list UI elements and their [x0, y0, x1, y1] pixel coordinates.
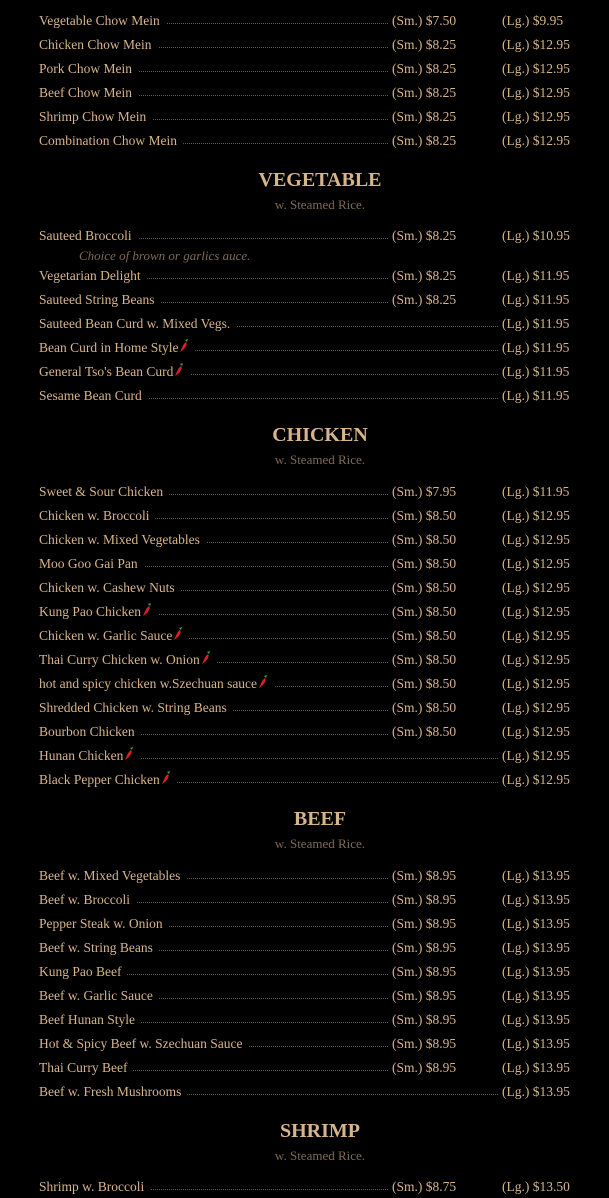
chili-pepper-icon: [161, 771, 171, 785]
large-price: (Lg.) $12.95: [502, 676, 570, 691]
menu-item-name: [39, 1059, 133, 1077]
menu-item-name: [39, 747, 140, 765]
menu-item-name: [39, 939, 159, 957]
large-price: (Lg.) $13.95: [502, 1036, 570, 1051]
small-price: (Sm.) $8.95: [392, 916, 457, 931]
menu-item-name: [39, 12, 166, 30]
menu-item-name: [39, 675, 274, 693]
large-price: (Lg.) $12.95: [502, 724, 570, 739]
section-subtitle: w. Steamed Rice.: [274, 452, 366, 467]
menu-item-name: [39, 483, 169, 501]
large-price: (Lg.) $11.95: [502, 268, 570, 283]
menu-item: [39, 651, 573, 669]
menu-item: [39, 1011, 573, 1029]
large-price: (Lg.) $13.95: [502, 1012, 570, 1027]
menu-item-name-text: Vegetable Chow Mein: [39, 13, 160, 28]
chili-pepper-icon: [174, 363, 184, 377]
large-price: (Lg.) $12.95: [502, 748, 570, 763]
menu-item: [39, 675, 573, 693]
menu-item-name: [39, 891, 136, 909]
menu-item-name-text: Shredded Chicken w. String Beans: [39, 700, 227, 715]
menu-item-name-text: Shrimp w. Broccoli: [39, 1179, 145, 1194]
small-price: (Sm.) $8.95: [392, 1012, 457, 1027]
menu-item-name-text: Kung Pao Beef: [39, 964, 122, 979]
chili-pepper-icon: [201, 651, 211, 665]
menu-item-name-text: Black Pepper Chicken: [39, 772, 160, 787]
small-price: (Sm.) $8.50: [392, 604, 457, 619]
menu-item: [39, 771, 573, 789]
small-price: (Sm.) $8.50: [392, 556, 457, 571]
small-price: (Sm.) $8.50: [392, 508, 457, 523]
section-title-beef: BEEF: [293, 808, 347, 830]
menu-item-name-text: Beef w. Mixed Vegetables: [39, 868, 181, 883]
menu-item-name: [39, 723, 141, 741]
large-price: (Lg.) $13.95: [502, 1060, 570, 1075]
menu-item-name-text: Chicken w. Garlic Sauce: [39, 628, 173, 643]
small-price: (Sm.) $8.75: [392, 1179, 457, 1194]
menu-item-name: [39, 1083, 187, 1101]
menu-item-name-text: Chicken Chow Mein: [39, 37, 152, 52]
chili-pepper-icon: [142, 603, 152, 617]
menu-item: [39, 579, 573, 597]
large-price: (Lg.) $12.95: [502, 532, 570, 547]
menu-item-name: [39, 1178, 150, 1196]
menu-item-name: [39, 987, 159, 1005]
menu-item-name: [39, 1035, 248, 1053]
large-price: (Lg.) $13.95: [502, 988, 570, 1003]
small-price: (Sm.) $8.25: [392, 133, 457, 148]
large-price: (Lg.) $11.95: [502, 316, 570, 331]
menu-item-name: [39, 60, 138, 78]
large-price: (Lg.) $12.95: [502, 580, 570, 595]
large-price: (Lg.) $12.95: [502, 628, 570, 643]
small-price: (Sm.) $8.25: [392, 268, 457, 283]
menu-item-name-text: Pork Chow Mein: [39, 61, 133, 76]
menu-item: [39, 315, 573, 333]
large-price: (Lg.) $10.95: [502, 228, 570, 243]
menu-item-name: [39, 651, 217, 669]
large-price: (Lg.) $12.95: [502, 604, 570, 619]
small-price: (Sm.) $8.95: [392, 940, 457, 955]
menu-item-name-text: Sauteed String Beans: [39, 292, 155, 307]
large-price: (Lg.) $12.95: [502, 37, 570, 52]
menu-item-name-text: Pepper Steak w. Onion: [39, 916, 163, 931]
small-price: (Sm.) $8.95: [392, 892, 457, 907]
menu-item-name: [39, 339, 195, 357]
menu-item-name: [39, 387, 148, 405]
menu-item: [39, 963, 573, 981]
menu-item-name-text: Hot & Spicy Beef w. Szechuan Sauce: [39, 1036, 243, 1051]
menu-item: [39, 267, 573, 285]
large-price: (Lg.) $9.95: [502, 13, 564, 28]
menu-item-name-text: Kung Pao Chicken: [39, 604, 141, 619]
menu-item-name-text: Sweet & Sour Chicken: [39, 484, 164, 499]
small-price: (Sm.) $8.50: [392, 628, 457, 643]
menu-item: [39, 1178, 573, 1196]
menu-item-name-text: Sesame Bean Curd: [39, 388, 142, 403]
menu-item: [39, 387, 573, 405]
menu-item-name-text: Beef w. Broccoli: [39, 892, 130, 907]
large-price: (Lg.) $11.95: [502, 484, 570, 499]
small-price: (Sm.) $8.50: [392, 580, 457, 595]
menu-item-name-text: Sauteed Bean Curd w. Mixed Vegs.: [39, 316, 231, 331]
menu-item-name: [39, 915, 169, 933]
menu-item-name: [39, 315, 236, 333]
menu-item-name: [39, 507, 155, 525]
menu-item-name: [39, 627, 189, 645]
menu-item-name: [39, 363, 190, 381]
section-subtitle: w. Steamed Rice.: [274, 836, 366, 851]
small-price: (Sm.) $7.50: [392, 13, 457, 28]
menu-item: [39, 603, 573, 621]
small-price: (Sm.) $8.25: [392, 228, 457, 243]
menu-item-name-text: Beef Chow Mein: [39, 85, 132, 100]
large-price: (Lg.) $12.95: [502, 133, 570, 148]
menu-item-name-text: Hunan Chicken: [39, 748, 124, 763]
menu-item-name: [39, 227, 138, 245]
large-price: (Lg.) $12.95: [502, 61, 570, 76]
section-subtitle: w. Steamed Rice.: [274, 197, 366, 212]
section-title-chicken: CHICKEN: [272, 424, 368, 446]
chili-pepper-icon: [173, 627, 183, 641]
menu-item: [39, 1083, 573, 1101]
chili-pepper-icon: [258, 675, 268, 689]
small-price: (Sm.) $7.95: [392, 484, 457, 499]
menu-item: [39, 132, 573, 150]
menu-item-name-text: Sauteed Broccoli: [39, 228, 132, 243]
menu-item-name-text: Combination Chow Mein: [39, 133, 177, 148]
menu-item: [39, 507, 573, 525]
menu-item: [39, 531, 573, 549]
large-price: (Lg.) $13.95: [502, 868, 570, 883]
menu-item: [39, 60, 573, 78]
menu-item: [39, 108, 573, 126]
large-price: (Lg.) $11.95: [502, 340, 570, 355]
menu-item-name-text: Chicken w. Broccoli: [39, 508, 150, 523]
small-price: (Sm.) $8.50: [392, 724, 457, 739]
small-price: (Sm.) $8.25: [392, 37, 457, 52]
menu-item: [39, 987, 573, 1005]
menu-item-name: [39, 1011, 141, 1029]
menu-item-name: [39, 555, 144, 573]
small-price: (Sm.) $8.50: [392, 700, 457, 715]
menu-item-name: [39, 531, 206, 549]
menu-item-name-text: Chicken w. Cashew Nuts: [39, 580, 175, 595]
small-price: (Sm.) $8.95: [392, 1060, 457, 1075]
small-price: (Sm.) $8.50: [392, 676, 457, 691]
chili-pepper-icon: [179, 339, 189, 353]
large-price: (Lg.) $12.95: [502, 85, 570, 100]
small-price: (Sm.) $8.25: [392, 61, 457, 76]
menu-item-name-text: Bourbon Chicken: [39, 724, 135, 739]
menu-item: [39, 747, 573, 765]
small-price: (Sm.) $8.95: [392, 1036, 457, 1051]
chili-pepper-icon: [124, 747, 134, 761]
menu-item: [39, 36, 573, 54]
small-price: (Sm.) $8.50: [392, 532, 457, 547]
small-price: (Sm.) $8.95: [392, 868, 457, 883]
menu-item-name: [39, 699, 233, 717]
menu-item-name: [39, 603, 158, 621]
menu-item: [39, 12, 573, 30]
menu-item-name-text: Thai Curry Chicken w. Onion: [39, 652, 200, 667]
menu-item: [39, 867, 573, 885]
small-price: (Sm.) $8.25: [392, 292, 457, 307]
menu-item: [39, 939, 573, 957]
small-price: (Sm.) $8.95: [392, 988, 457, 1003]
large-price: (Lg.) $12.95: [502, 109, 570, 124]
menu-item: [39, 915, 573, 933]
small-price: (Sm.) $8.50: [392, 652, 457, 667]
menu-item-name-text: Moo Goo Gai Pan: [39, 556, 138, 571]
menu-item: [39, 363, 573, 381]
menu-item: [39, 555, 573, 573]
menu-item-name-text: Beef Hunan Style: [39, 1012, 135, 1027]
menu-item-name-text: Chicken w. Mixed Vegetables: [39, 532, 200, 547]
menu-item-name-text: General Tso's Bean Curd: [39, 364, 174, 379]
menu-item: [39, 1059, 573, 1077]
large-price: (Lg.) $11.95: [502, 292, 570, 307]
small-price: (Sm.) $8.95: [392, 964, 457, 979]
menu-item: [39, 699, 573, 717]
section-subtitle: w. Steamed Rice.: [274, 1148, 366, 1163]
menu-item-name: [39, 291, 160, 309]
large-price: (Lg.) $12.95: [502, 508, 570, 523]
large-price: (Lg.) $11.95: [502, 364, 570, 379]
menu-item-name-text: Beef w. Fresh Mushrooms: [39, 1084, 182, 1099]
menu-item: [39, 627, 573, 645]
menu-item: [39, 227, 573, 245]
small-price: (Sm.) $8.25: [392, 109, 457, 124]
menu-item: [39, 891, 573, 909]
menu-item: [39, 339, 573, 357]
menu-item-name: [39, 36, 158, 54]
menu-item: [39, 84, 573, 102]
large-price: (Lg.) $13.95: [502, 892, 570, 907]
section-title-vegetable: VEGETABLE: [258, 169, 382, 191]
menu-item: [39, 291, 573, 309]
menu-item-name-text: hot and spicy chicken w.Szechuan sauce: [39, 676, 258, 691]
menu-item-name: [39, 108, 152, 126]
large-price: (Lg.) $11.95: [502, 388, 570, 403]
menu-item-name-text: Bean Curd in Home Style: [39, 340, 179, 355]
menu-item-name-text: Beef w. String Beans: [39, 940, 153, 955]
large-price: (Lg.) $12.95: [502, 772, 570, 787]
menu-item: [39, 723, 573, 741]
large-price: (Lg.) $12.95: [502, 556, 570, 571]
large-price: (Lg.) $12.95: [502, 652, 570, 667]
large-price: (Lg.) $13.95: [502, 1084, 570, 1099]
large-price: (Lg.) $13.95: [502, 940, 570, 955]
sauce-choice-note: Choice of brown or garlics auce.: [79, 248, 251, 263]
section-title-shrimp: SHRIMP: [280, 1120, 360, 1142]
large-price: (Lg.) $13.50: [502, 1179, 570, 1194]
menu-item: [39, 483, 573, 501]
menu-item-name: [39, 84, 138, 102]
menu-item-name: [39, 132, 183, 150]
menu-item-name-text: Vegetarian Delight: [39, 268, 141, 283]
large-price: (Lg.) $13.95: [502, 964, 570, 979]
menu-item-name-text: Thai Curry Beef: [39, 1060, 128, 1075]
menu-item: [39, 1035, 573, 1053]
menu-item-name: [39, 579, 181, 597]
menu-item-name: [39, 867, 186, 885]
menu-item-name-text: Beef w. Garlic Sauce: [39, 988, 153, 1003]
menu-item-name: [39, 963, 127, 981]
menu-item-name-text: Shrimp Chow Mein: [39, 109, 147, 124]
menu-item-name: [39, 771, 177, 789]
small-price: (Sm.) $8.25: [392, 85, 457, 100]
large-price: (Lg.) $12.95: [502, 700, 570, 715]
menu-item-name: [39, 267, 147, 285]
large-price: (Lg.) $13.95: [502, 916, 570, 931]
